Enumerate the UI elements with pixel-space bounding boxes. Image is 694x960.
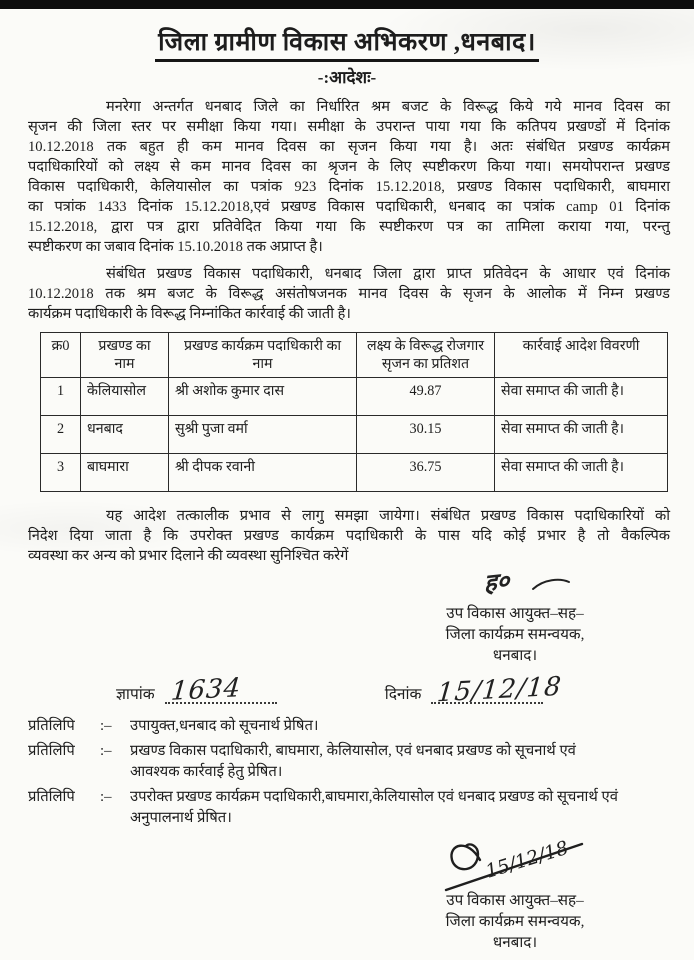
text-line: पदाधिकारियों को लक्ष्य से कम मानव दिवस का श्रृजन के लिए स्पष्टीकरण किया गया। समयोपरान्त प्रखण्ड — [28, 159, 670, 175]
col-header-action: कार्रवाई आदेश विवरणी — [495, 333, 668, 378]
scribble-loop — [451, 844, 480, 869]
copy-row — [28, 716, 670, 738]
col-header-serial: क्र0 — [41, 333, 81, 378]
distribution-list — [28, 716, 670, 830]
text-line: प्रखण्ड विकास पदाधिकारी, बाघमारा, केलियासोल, एवं धनबाद प्रखण्ड को सूचनार्थ एवं — [130, 742, 576, 759]
cell-percent: 49.87 — [357, 378, 495, 416]
paragraph-3 — [28, 506, 670, 566]
cell-block: बाघमारा — [81, 454, 169, 492]
text-line: का पत्रांक 1433 दिनांक 15.12.2018,एवं प्रखण्ड विकास पदाधिकारी, धनबाद का पत्रांक camp 01 दिनांक — [28, 199, 670, 215]
copy-label: प्रतिलिपि — [28, 788, 75, 805]
memo-number-field — [165, 673, 277, 707]
signature-block-1 — [390, 565, 640, 666]
action-order-table — [40, 332, 668, 492]
copy-label: प्रतिलिपि — [28, 742, 75, 759]
table-header-row — [41, 333, 668, 378]
text-line: व्यवस्था कर अन्य को प्रभार दिलाने की व्यवस्था सुनिश्चित करेगें — [28, 548, 349, 564]
cell-block: केलियासोल — [81, 378, 169, 416]
text-line: यह आदेश तत्कालीक प्रभाव से लागु समझा जायेगा। संबंधित प्रखण्ड विकास पदाधिकारियों को — [106, 508, 670, 524]
col-header-percent: लक्ष्य के विरूद्ध रोजगार सृजन का प्रतिशत — [357, 333, 495, 378]
text-line: कार्यक्रम पदाधिकारी के विरूद्ध निम्नांकित कार्रवाई की जाती है। — [28, 306, 351, 322]
cell-serial: 3 — [41, 454, 81, 492]
scan-edge-bar — [0, 0, 694, 9]
cell-serial: 1 — [41, 378, 81, 416]
col-header-block: प्रखण्ड का नाम — [81, 333, 169, 378]
designation-line: उप विकास आयुक्त–सह– — [446, 891, 584, 909]
text-line: 10.12.2018 तक बहुत ही कम मानव दिवस का सृजन किया गया है। अतः संबंधित प्रखण्ड कार्यक्रम — [28, 139, 670, 155]
cell-block: धनबाद — [81, 416, 169, 454]
designation-line: जिला कार्यक्रम समन्वयक, — [445, 626, 585, 643]
copy-separator: :– — [100, 718, 112, 734]
designation-line: जिला कार्यक्रम समन्वयक, — [445, 912, 585, 930]
text-line: निदेश दिया जाता है कि उपरोक्त प्रखण्ड कार्यक्रम पदाधिकारी के पास यदि कोई प्रभार है तो वैकल्पिक — [28, 528, 670, 544]
text-line: मनरेगा अन्तर्गत धनबाद जिले का निर्धारित श्रम बजट के विरूद्ध किये गये मानव दिवस का — [106, 99, 670, 115]
text-line: उपरोक्त प्रखण्ड कार्यक्रम पदाधिकारी,बाघमारा,केलियासोल एवं धनबाद प्रखण्ड को सूचनार्थ एवं — [130, 788, 618, 805]
signature-block-2 — [390, 834, 640, 953]
signature-mark-row — [390, 565, 640, 603]
cell-action: सेवा समाप्त की जाती है। — [495, 378, 668, 416]
signature-scribble — [440, 834, 590, 896]
cell-percent: 36.75 — [357, 454, 495, 492]
copy-separator: :– — [100, 742, 112, 759]
memo-date-field — [431, 671, 564, 709]
table-row — [41, 454, 668, 492]
memo-number-label: ज्ञापांक — [116, 686, 155, 703]
copy-row — [28, 787, 670, 830]
signature-initials: ह० — [484, 565, 510, 598]
cell-officer: सुश्री पुजा वर्मा — [169, 416, 357, 454]
text-line: संबंधित प्रखण्ड विकास पदाधिकारी, धनबाद जिला द्वारा प्राप्त प्रतिवेदन के आधार एवं दिनांक — [106, 266, 670, 282]
text-line: सृजन की जिला स्तर पर समीक्षा किया गया। समीक्षा के उपरान्त पाया गया कि कतिपय प्रखण्डों में दिनांक — [28, 119, 670, 135]
copy-text — [130, 741, 670, 784]
memo-date-label: दिनांक — [384, 686, 422, 703]
page-title: जिला ग्रामीण विकास अभिकरण ,धनबाद। — [155, 24, 539, 62]
text-line: 10.12.2018 तक श्रम बजट के विरूद्ध असंतोषजनक मानव दिवस के सृजन के आलोक में निम्न प्रखण्ड — [28, 286, 670, 302]
col-header-officer: प्रखण्ड कार्यक्रम पदाधिकारी का नाम — [169, 333, 357, 378]
cell-action: सेवा समाप्त की जाती है। — [495, 454, 668, 492]
table-row — [41, 378, 668, 416]
text-line: उपायुक्त,धनबाद को सूचनार्थ प्रेषित। — [130, 718, 319, 734]
text-line: 15.12.2018, द्वारा पत्र द्वारा प्रतिवेदित किया गया कि स्पष्टीकरण पत्र का तामिला कराया गया, परन्तु — [28, 219, 670, 235]
copy-text — [130, 716, 670, 738]
cell-serial: 2 — [41, 416, 81, 454]
text-line: अनुपालनार्थ प्रेषित। — [130, 810, 232, 826]
cell-action: सेवा समाप्त की जाती है। — [495, 416, 668, 454]
cell-officer: श्री दीपक रवानी — [169, 454, 357, 492]
copy-row — [28, 741, 670, 784]
document-header — [0, 0, 694, 88]
memo-number-handwritten: 1634 — [169, 673, 243, 707]
cell-officer: श्री अशोक कुमार दास — [169, 378, 357, 416]
paragraph-2 — [28, 264, 670, 324]
cell-percent: 30.15 — [357, 416, 495, 454]
document-body — [0, 88, 694, 953]
designation-line: धनबाद। — [492, 647, 538, 664]
paragraph-1 — [28, 97, 670, 257]
text-line: आवश्यक कार्रवाई हेतु प्रेषित। — [130, 764, 283, 780]
designation-line: धनबाद। — [492, 933, 538, 951]
text-line: विकास पदाधिकारी, केलियासोल का पत्रांक 923 दिनांक 15.12.2018, प्रखण्ड विकास पदाधिकारी, बाघमारा — [28, 179, 670, 195]
text-line: स्पष्टीकरण का जबाव दिनांक 15.10.2018 तक अप्राप्त है। — [28, 239, 323, 255]
table-row — [41, 416, 668, 454]
copy-text — [130, 787, 670, 830]
order-subtitle: -:आदेशः- — [317, 68, 377, 87]
copy-label: प्रतिलिपि — [28, 718, 75, 734]
signature-flourish-stroke — [530, 577, 572, 591]
copy-separator: :– — [100, 788, 112, 805]
scribble-date-text: 15/12/18 — [483, 836, 572, 883]
memo-line — [116, 671, 670, 709]
designation-line: उप विकास आयुक्त–सह– — [446, 605, 584, 622]
memo-date-handwritten: 15/12/18 — [436, 671, 564, 709]
